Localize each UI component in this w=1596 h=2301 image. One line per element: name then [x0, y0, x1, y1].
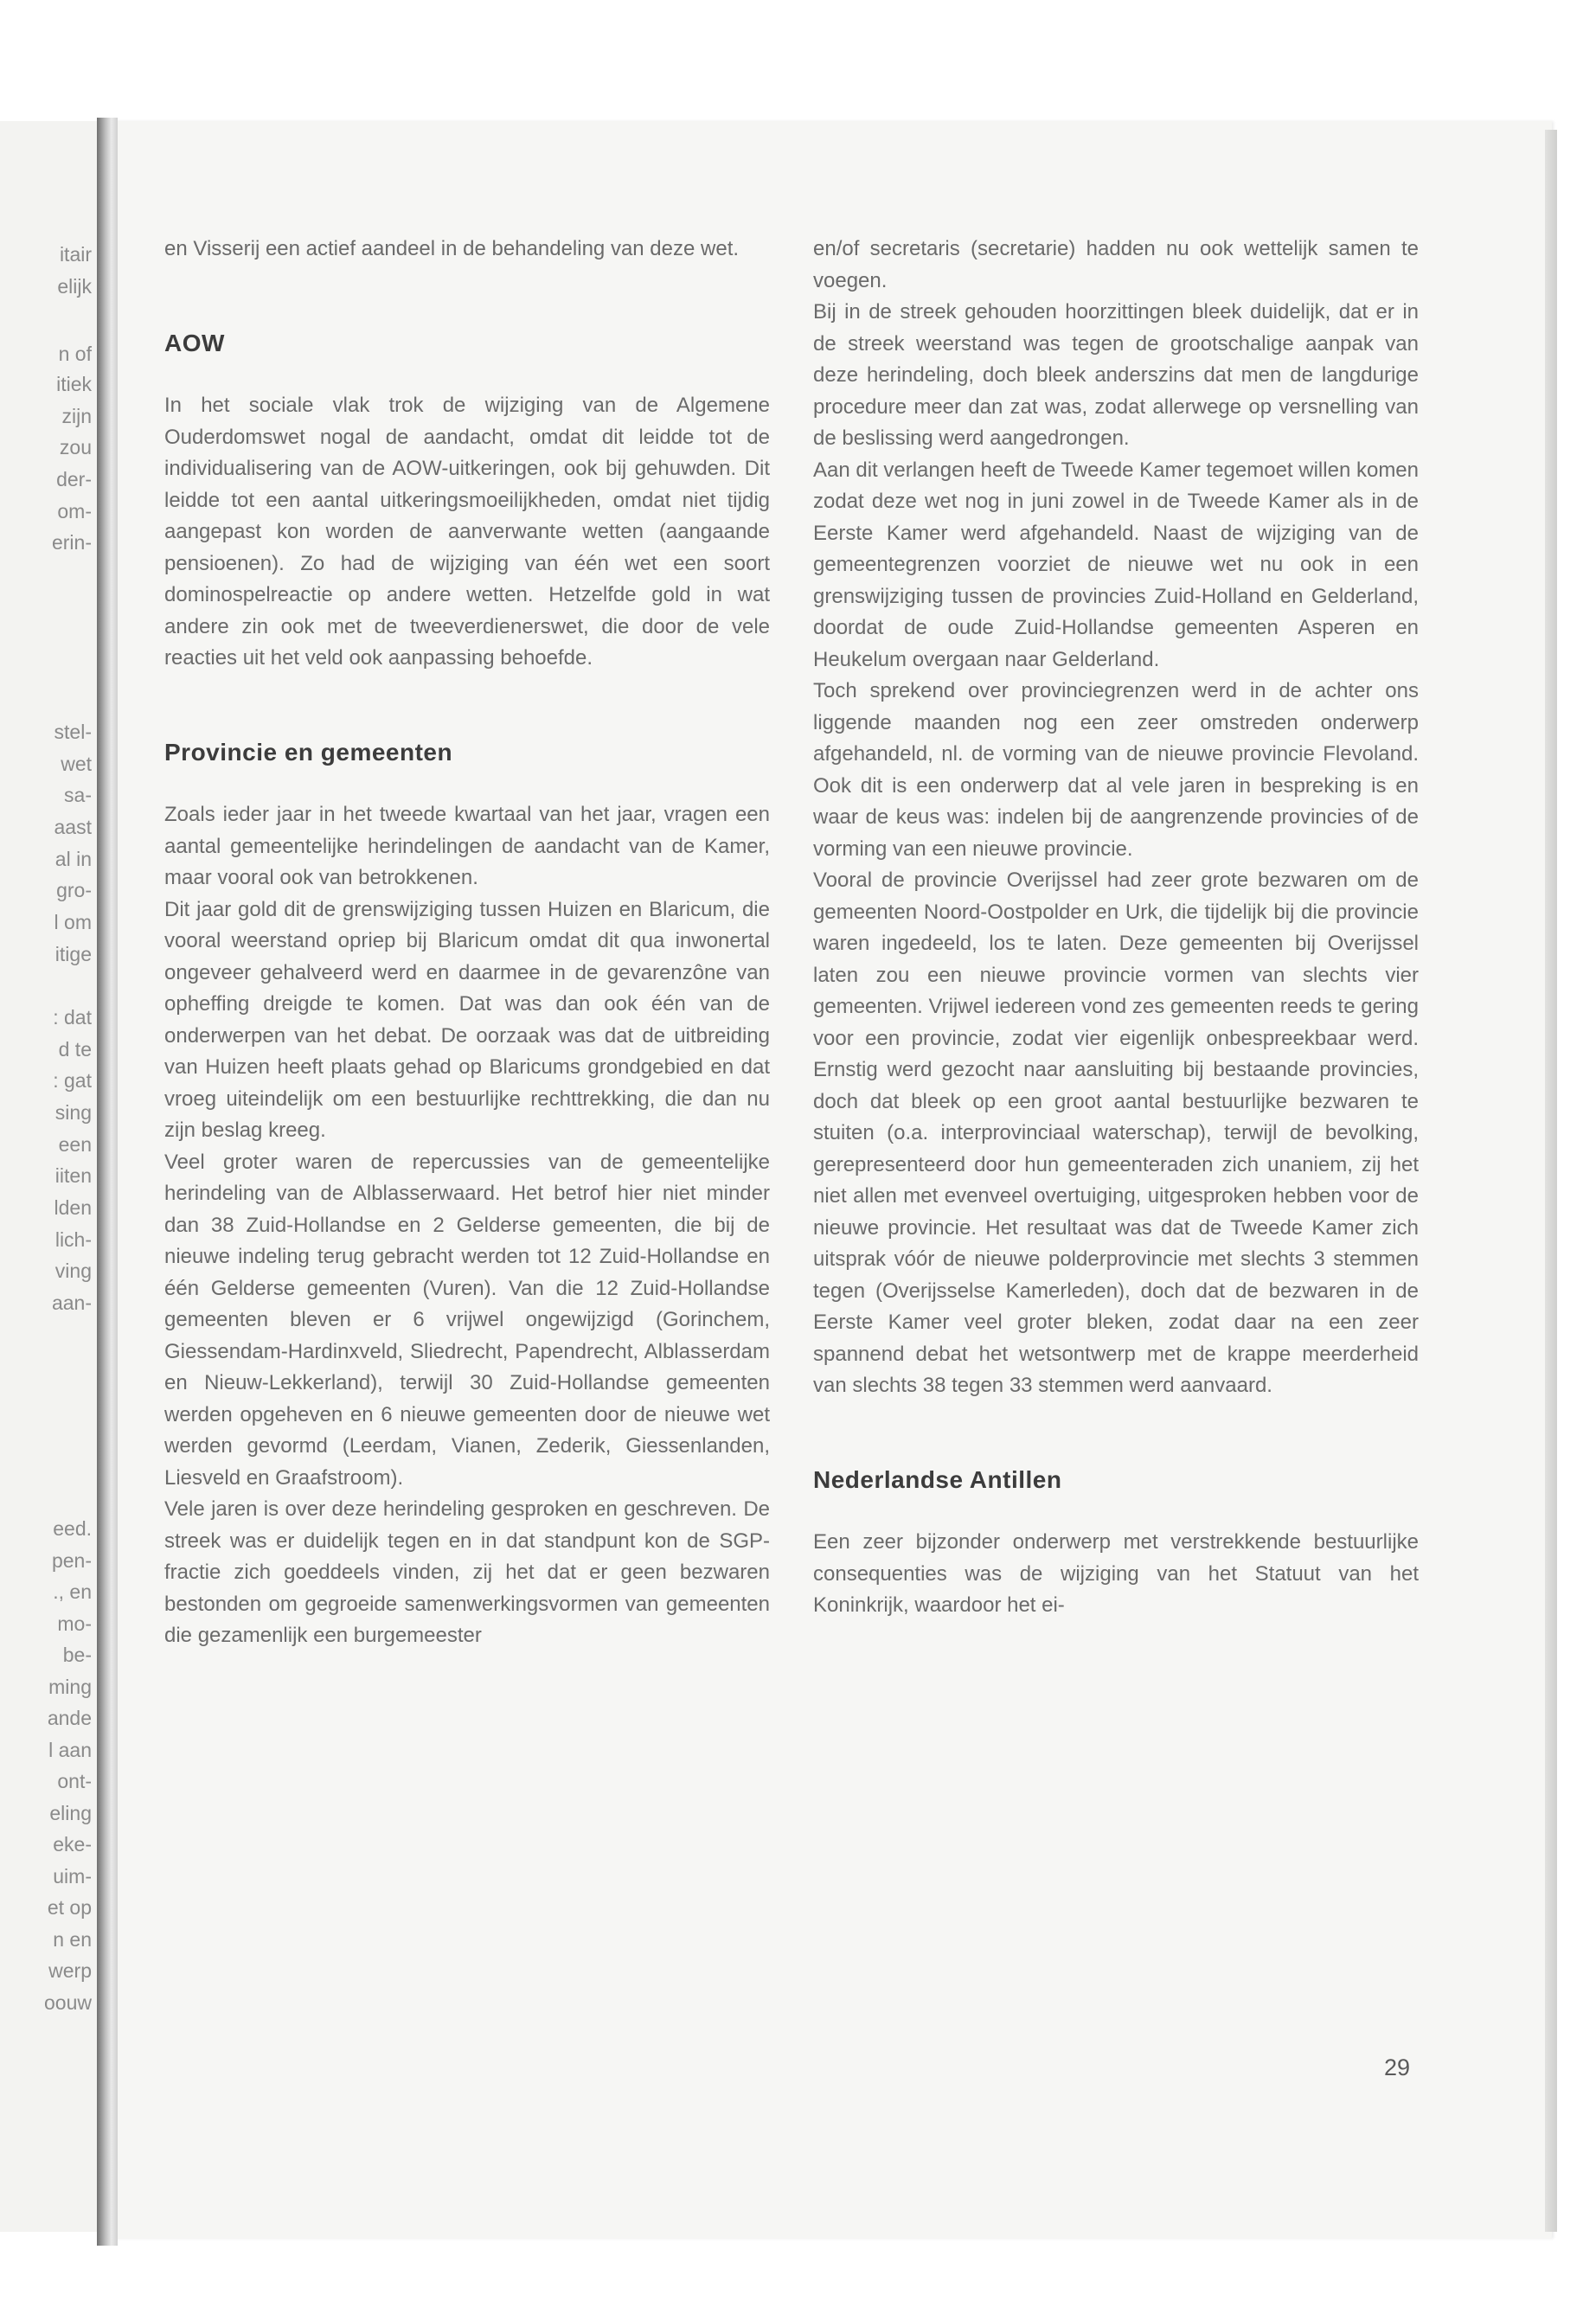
aow-heading: AOW: [164, 329, 225, 356]
margin-fragment: et op: [47, 1896, 92, 1919]
margin-fragment: ., en: [53, 1580, 92, 1603]
body-paragraph: Aan dit verlangen heeft de Tweede Kamer tegemoet willen komen zodat deze wet nog in juni zowel in de Tweede Kamer als in de Eerste Kamer werd afgehandeld. Naast de wijziging van de gemeentegrenzen voorziet de nieuwe wet nu ook in een grenswijziging tussen de provincies Zuid-Holland en Gelderland, doordat de oude Zuid-Hollandse gemeenten Asperen en Heukelum overgaan naar Gelderland.: [813, 458, 1419, 671]
left-column: [164, 234, 770, 1652]
margin-fragment: pen-: [51, 1549, 92, 1572]
provincie-paragraph: Dit jaar gold dit de grenswijziging tussen Huizen en Blaricum, die vooral weerstand opriep bij Blaricum omdat dit qua inwonertal ongeveer gehalveerd werd en daarmee in de gevarenzône van opheffing dreigde te komen. Dat was dan ook één van de onderwerpen van het debat. De oorzaak was dat de uitbreiding van Huizen heeft plaats gehad op Blaricums grondgebied en dat vroeg uiteindelijk om een bestuurlijke rechttrekking, die dan nu zijn beslag kreeg.: [164, 897, 770, 1142]
margin-fragment: aast: [54, 816, 92, 838]
margin-fragment: l om: [54, 911, 92, 933]
provincie-paragraph: Veel groter waren de repercussies van de gemeentelijke herindeling van de Alblasserwaard. Het betrof hier niet minder dan 38 Zuid-Hollandse en 2 Gelderse gemeenten, die bij de nieuwe indeling terug gebracht werden tot 12 Zuid-Hollandse en één Gelderse gemeenten (Vuren). Van die 12 Zuid-Hollandse gemeenten bleven er 6 vrijwel ongewijzigd (Gorinchem, Giessendam-Hardinxveld, Sliedrecht, Papendrecht, Alblasserdam en Nieuw-Lekkerland), terwijl 30 Zuid-Hollandse gemeenten werden opgeheven en 6 nieuwe gemeenten door de nieuwe wet werden gevormd (Leerdam, Vianen, Zederik, Giessenlanden, Liesveld en Graafstroom).: [164, 1150, 770, 1490]
page-edge: [1545, 130, 1557, 2232]
antillen-heading: Nederlandse Antillen: [813, 1465, 1062, 1493]
left-page-sliver: [0, 121, 97, 2232]
margin-fragment: oouw: [44, 1991, 92, 2014]
margin-fragment: eed.: [53, 1517, 92, 1540]
book-spine: [97, 118, 118, 2246]
margin-fragment: iiten: [54, 1164, 92, 1187]
margin-fragment: erin-: [51, 531, 92, 554]
margin-fragment: itiek: [56, 373, 92, 395]
body-paragraph: Bij in de streek gehouden hoorzittingen bleek duidelijk, dat er in de streek weerstand was tegen de grootschalige aanpak van deze herindeling, doch bleek anderszins dat men de langdurige procedure meer dan zat was, zodat allerwege op versnelling van de beslissing werd aangedrongen.: [813, 300, 1419, 450]
body-paragraph: Vooral de provincie Overijssel had zeer grote bezwaren om de gemeenten Noord-Oostpolder en Urk, die tijdelijk bij die provincie waren ingedeeld, los te laten. Deze gemeenten bij Overijssel laten zou een nieuwe provincie vormen van slechts vier gemeenten. Vrijwel iedereen vond zes gemeenten reeds te gering voor een provincie, zodat vier eigenlijk onbespreekbaar werd. Ernstig werd gezocht naar aansluiting bij bestaande provincies, doch dat bleek op een groot aantal bestuurlijke bezwaren te stuiten (o.a. interprovinciaal waterschap), terwijl de bevolking, gerepresenteerd door hun gemeenteraden zich unaniem, zij het niet allen met evenveel overtuiging, uitgesproken hebben voor de nieuwe provincie. Het resultaat was dat de Tweede Kamer zich uitsprak vóór de nieuwe polderprovincie met slechts 3 stemmen tegen (Overijsselse Kamerleden), doch dat de bezwaren in de Eerste Kamer veel groter bleken, zodat daar na een zeer spannend debat het wetsontwerp met de krappe meerderheid van slechts 38 tegen 33 stemmen werd aanvaard.: [813, 868, 1419, 1397]
antillen-paragraph: Een zeer bijzonder onderwerp met verstrekkende bestuurlijke consequenties was de wijziging van het Statuut van het Koninkrijk, waardoor het ei-: [813, 1530, 1419, 1617]
margin-fragment: werp: [48, 1959, 92, 1982]
margin-fragment: : gat: [53, 1069, 92, 1092]
margin-fragment: der-: [56, 468, 92, 490]
margin-fragment: sa-: [64, 784, 92, 806]
body-paragraph: Toch sprekend over provinciegrenzen werd in de achter ons liggende maanden nog een zeer omstreden onderwerp afgehandeld, nl. de vorming van de nieuwe provincie Flevoland. Ook dit is een onderwerp dat al vele jaren in bespreking is en waar de keus was: indelen bij de aangrenzende provincies of de vorming van een nieuwe provincie.: [813, 679, 1419, 861]
margin-fragment: ving: [54, 1259, 92, 1282]
margin-fragment: ming: [48, 1676, 92, 1698]
aow-paragraph: In het sociale vlak trok de wijziging van de Algemene Ouderdomswet nogal de aandacht, omdat dit leidde tot de individualisering van de AOW-uitkeringen, ook bij gehuwden. Dit leidde tot een aantal uitkeringsmoeilijkheden, omdat niet tijdig aangepast kon worden de aanverwante wetten (aangaande pensioenen). Zo had de wijziging van één wet een soort dominospelreactie op andere wetten. Hetzelfde gold in wat andere zin ook met de tweeverdienerswet, die door de vele reacties uit het veld ook aanpassing behoefde.: [164, 394, 770, 670]
provincie-paragraph: Vele jaren is over deze herindeling gesproken en geschreven. De streek was er duidelijk tegen en in dat standpunt kon de SGP-fractie zich goeddeels vinden, zij het dat er geen bezwaren bestonden om gegroeide samenwerkingsvormen van gemeenten die gezamenlijk een burgemeester: [164, 1497, 770, 1647]
provincie-heading: Provincie en gemeenten: [164, 738, 453, 766]
margin-fragment: sing: [54, 1101, 92, 1124]
margin-fragment: eke-: [53, 1833, 92, 1856]
provincie-paragraph: Zoals ieder jaar in het tweede kwartaal van het jaar, vragen een aantal gemeentelijke herindelingen de aandacht van de Kamer, maar vooral ook van betrokkenen.: [164, 803, 770, 889]
right-column: [813, 234, 1419, 1622]
margin-fragment: : dat: [53, 1006, 92, 1029]
margin-fragment: ande: [47, 1707, 92, 1729]
margin-fragment: n of: [58, 343, 92, 365]
margin-fragment: zijn: [61, 405, 92, 427]
margin-fragment: elijk: [57, 275, 92, 298]
margin-fragment: om-: [57, 500, 92, 522]
margin-fragment: aan-: [51, 1292, 92, 1314]
margin-fragment: stel-: [54, 721, 92, 743]
margin-fragment: itige: [54, 943, 92, 965]
margin-fragment: een: [58, 1133, 92, 1156]
margin-fragment: mo-: [57, 1612, 92, 1635]
margin-fragment: gro-: [56, 879, 92, 901]
margin-fragment: d te: [58, 1038, 92, 1061]
margin-fragment: n en: [53, 1928, 92, 1951]
margin-fragment: al in: [54, 848, 92, 870]
margin-fragment: uim-: [53, 1865, 92, 1888]
margin-fragment: eling: [49, 1802, 92, 1824]
page-number: 29: [1384, 2054, 1411, 2080]
margin-fragment: l aan: [48, 1739, 92, 1761]
margin-fragment: ont-: [57, 1770, 92, 1792]
margin-fragment: itair: [59, 243, 92, 266]
margin-fragment: be-: [62, 1644, 92, 1666]
continued-paragraph: en/of secretaris (secretarie) hadden nu ook wettelijk samen te voegen.: [813, 237, 1419, 292]
intro-paragraph: en Visserij een actief aandeel in de behandeling van deze wet.: [164, 237, 740, 260]
margin-fragment: wet: [61, 753, 92, 775]
margin-fragment: zou: [59, 436, 92, 458]
margin-fragment: lich-: [54, 1228, 92, 1251]
margin-fragment: lden: [54, 1196, 92, 1219]
